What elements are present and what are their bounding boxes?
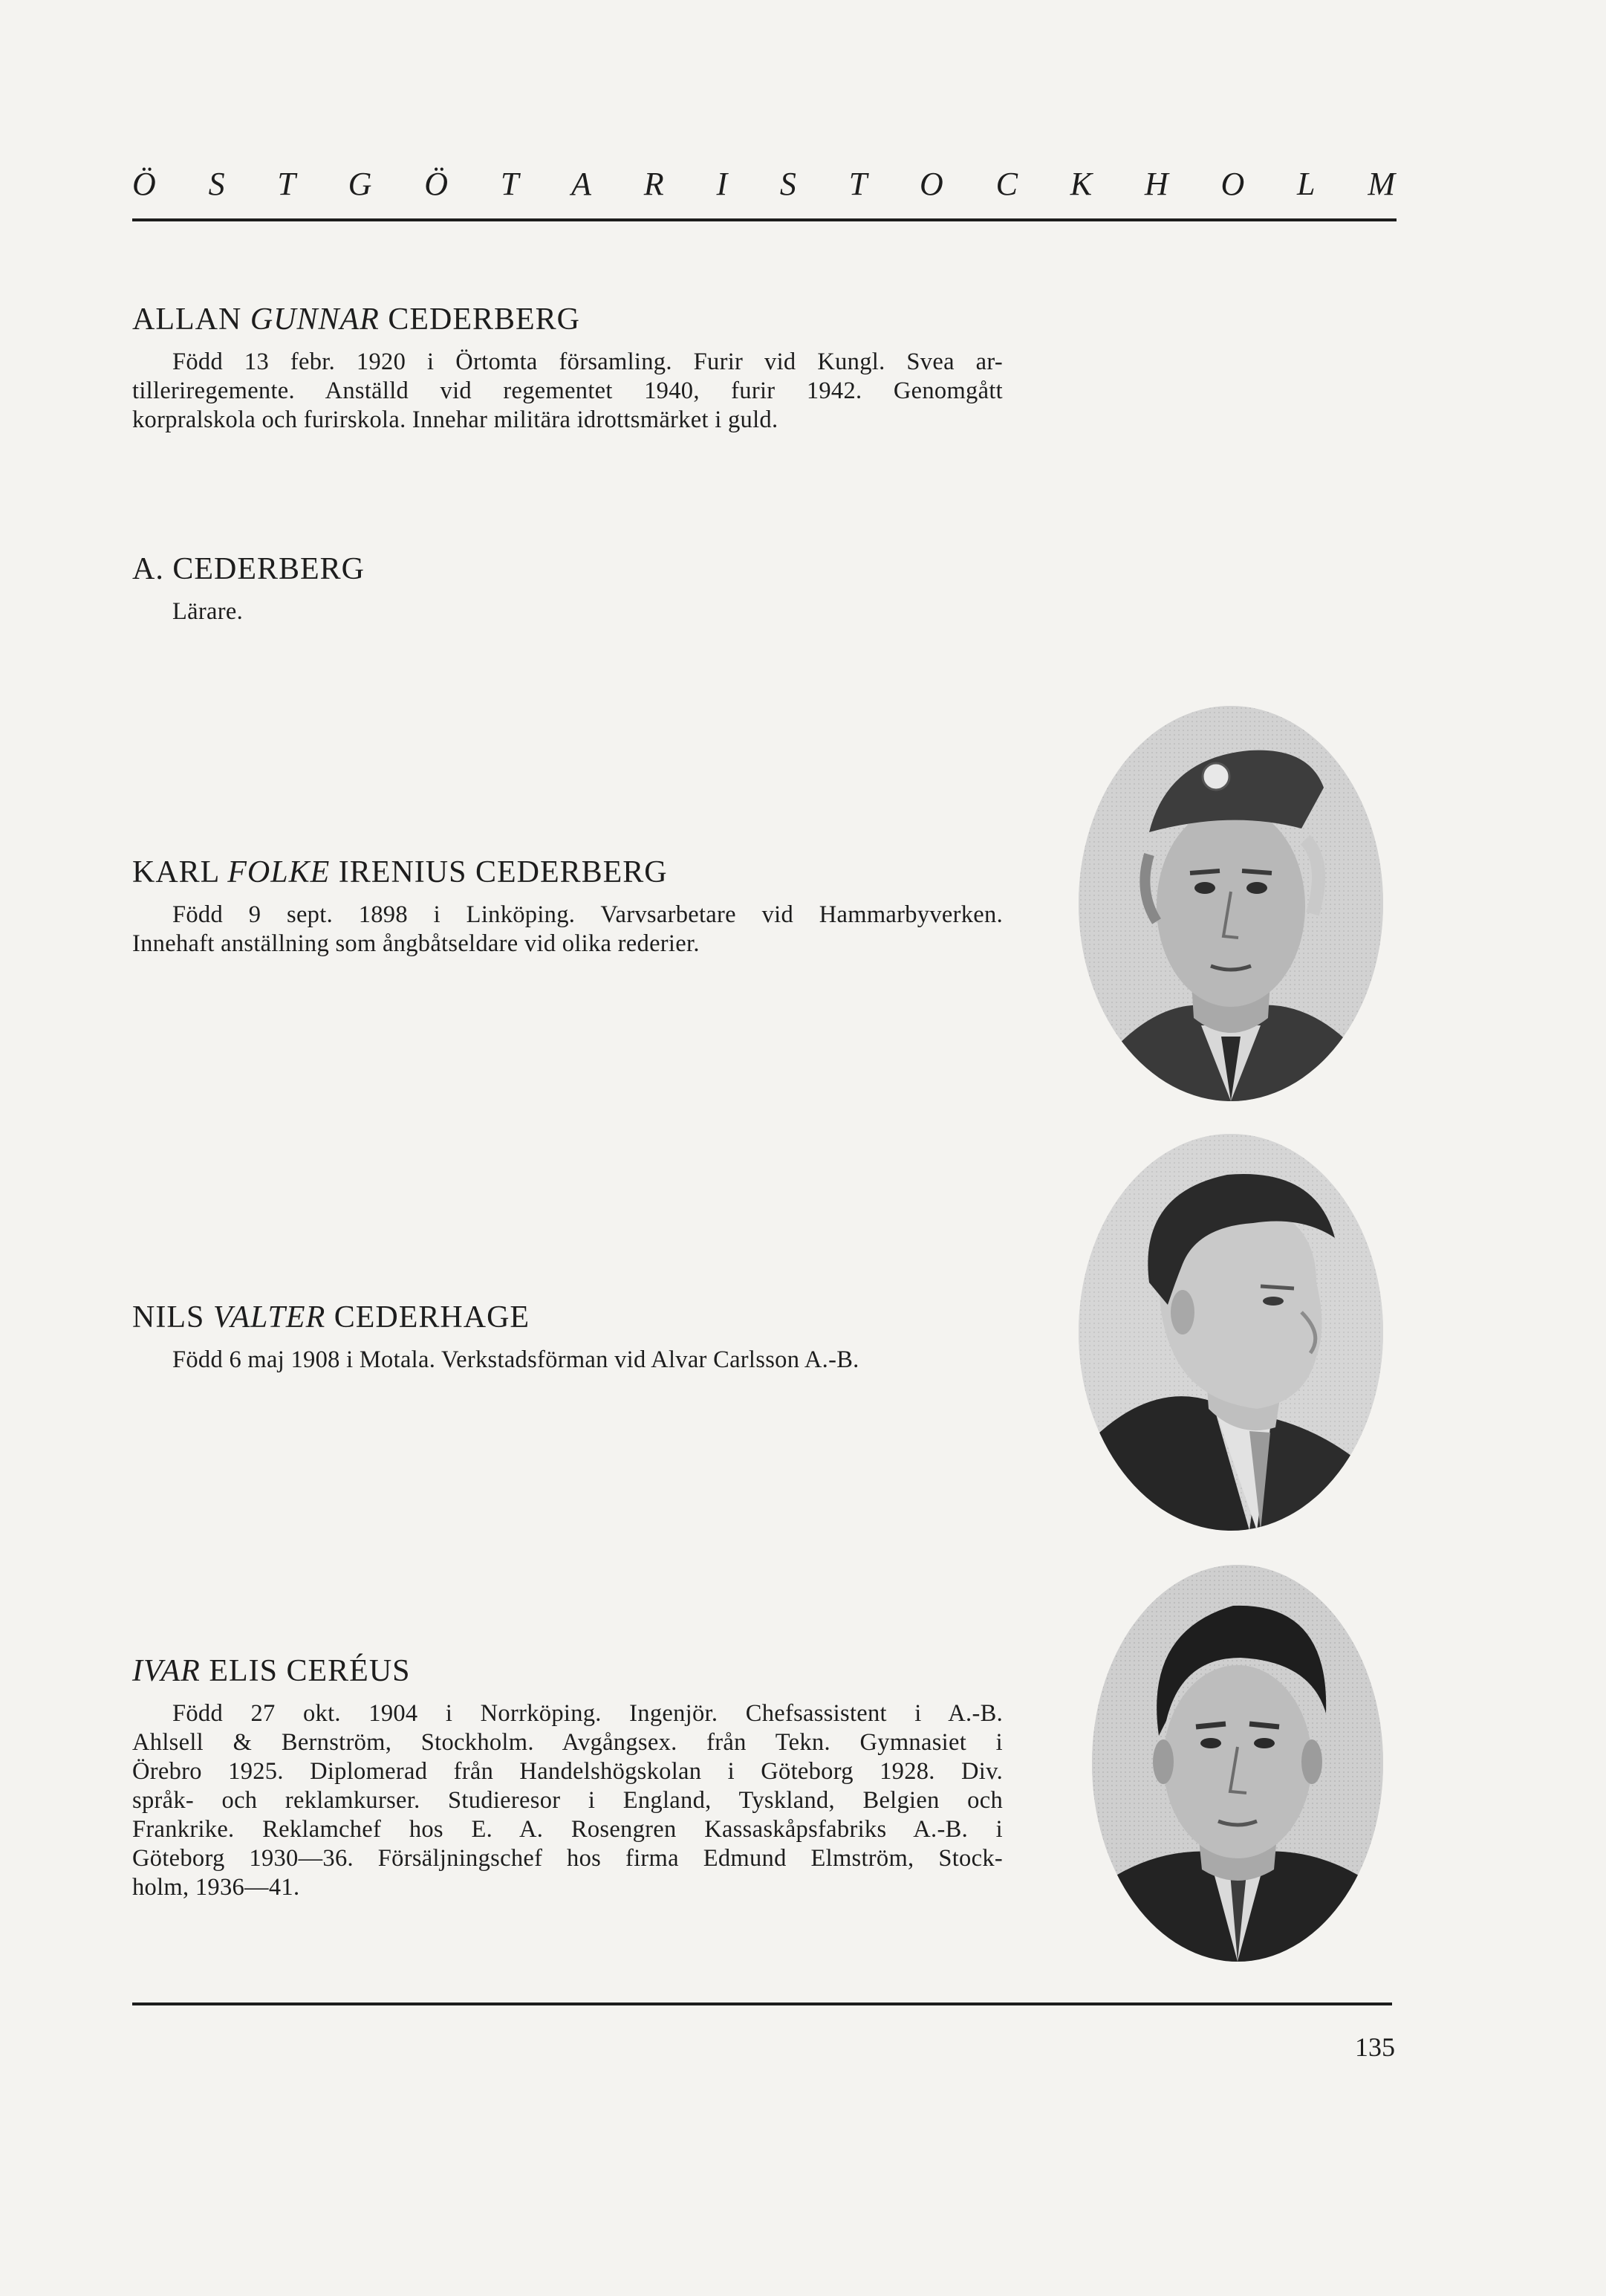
header-letter: Ö	[424, 166, 449, 202]
name-part: A. CEDERBERG	[132, 552, 365, 586]
bio-line: Lärare.	[172, 598, 243, 625]
header-letter: T	[848, 166, 868, 202]
header-letter: O	[1220, 166, 1245, 202]
name-part: CEDERBERG	[379, 302, 580, 337]
name-part: ALLAN	[132, 302, 250, 337]
entry-a-cederberg	[132, 550, 1003, 626]
header-letter: K	[1070, 166, 1093, 202]
portrait-nils-valter-cederhage	[1079, 1134, 1383, 1531]
entry-ivar-cereus	[132, 1652, 1003, 1902]
entry-nils-cederhage	[132, 1298, 1003, 1375]
header-letter: G	[348, 166, 372, 202]
bio-line: Göteborg 1930—36. Försäljningschef hos firma Edmund Elmström, Stock-	[132, 1845, 1003, 1872]
bio-line: tilleriregemente. Anställd vid regementet 1940, furir 1942. Genomgått	[132, 377, 1003, 404]
bio-line: Innehaft anställning som ångbåtseldare vid olika rederier.	[132, 930, 700, 957]
bio-line: Frankrike. Reklamchef hos E. A. Rosengren Kassaskåpsfabriks A.-B. i	[132, 1816, 1003, 1843]
header-letter: T	[277, 166, 296, 202]
bio-line: Ahlsell & Bernström, Stockholm. Avgångsex. från Tekn. Gymnasiet i	[132, 1729, 1003, 1756]
given-name: VALTER	[212, 1300, 326, 1335]
entry-biography	[132, 1346, 1003, 1375]
page-number: 135	[1355, 2032, 1395, 2062]
header-letter: A	[571, 166, 591, 202]
bio-line: Född 9 sept. 1898 i Linköping. Varvsarbetare vid Hammarbyverken.	[172, 901, 1003, 928]
name-part: NILS	[132, 1300, 213, 1335]
name-part: IRENIUS CEDERBERG	[330, 855, 668, 889]
entry-name	[132, 1298, 1003, 1337]
bio-line: Född 6 maj 1908 i Motala. Verkstadsförman vid Alvar Carlsson A.-B.	[172, 1346, 859, 1373]
header-letter: S	[208, 166, 225, 202]
entry-biography	[132, 901, 1003, 959]
bio-line: korpralskola och furirskola. Innehar militära idrottsmärket i guld.	[132, 406, 778, 433]
header-letter: R	[643, 166, 664, 202]
footer-rule	[132, 2002, 1392, 2005]
header-letter: S	[779, 166, 796, 202]
header-letter: I	[716, 166, 728, 202]
bio-line: holm, 1936—41.	[132, 1874, 300, 1901]
entry-name	[132, 300, 1003, 339]
entry-biography	[132, 348, 1003, 435]
entry-name	[132, 853, 1003, 892]
name-part: CEDERHAGE	[325, 1300, 530, 1335]
entry-allan-cederberg	[132, 300, 1003, 435]
portrait-karl-folke-cederberg	[1079, 706, 1383, 1101]
header-letter: H	[1144, 166, 1168, 202]
portrait-photo	[1079, 706, 1383, 1101]
entry-karl-cederberg	[132, 853, 1003, 959]
header-letter: C	[995, 166, 1018, 202]
bio-line: språk- och reklamkurser. Studieresor i England, Tyskland, Belgien och	[132, 1787, 1003, 1814]
entry-name	[132, 1652, 1003, 1690]
given-name: FOLKE	[227, 855, 331, 889]
name-part: KARL	[132, 855, 228, 889]
header-letter: O	[920, 166, 943, 202]
header-letter: M	[1368, 166, 1395, 202]
bio-line: Född 13 febr. 1920 i Örtomta församling. Furir vid Kungl. Svea ar-	[172, 348, 1003, 375]
given-name: IVAR	[132, 1654, 201, 1688]
entry-name	[132, 550, 1003, 588]
running-header	[132, 165, 1395, 203]
header-letter: L	[1297, 166, 1316, 202]
header-letter: T	[500, 166, 519, 202]
header-rule	[132, 218, 1397, 221]
entry-biography	[132, 597, 1003, 626]
bio-line: Född 27 okt. 1904 i Norrköping. Ingenjör. Chefsassistent i A.-B.	[172, 1700, 1003, 1727]
portrait-ivar-elis-cereus	[1092, 1565, 1383, 1962]
header-letter: Ö	[132, 166, 156, 202]
given-name: GUNNAR	[250, 302, 380, 337]
entry-biography	[132, 1699, 1003, 1902]
portrait-photo	[1092, 1565, 1383, 1962]
portrait-photo	[1079, 1134, 1383, 1531]
bio-line: Örebro 1925. Diplomerad från Handelshögskolan i Göteborg 1928. Div.	[132, 1758, 1003, 1785]
name-part: ELIS CERÉUS	[200, 1654, 411, 1688]
